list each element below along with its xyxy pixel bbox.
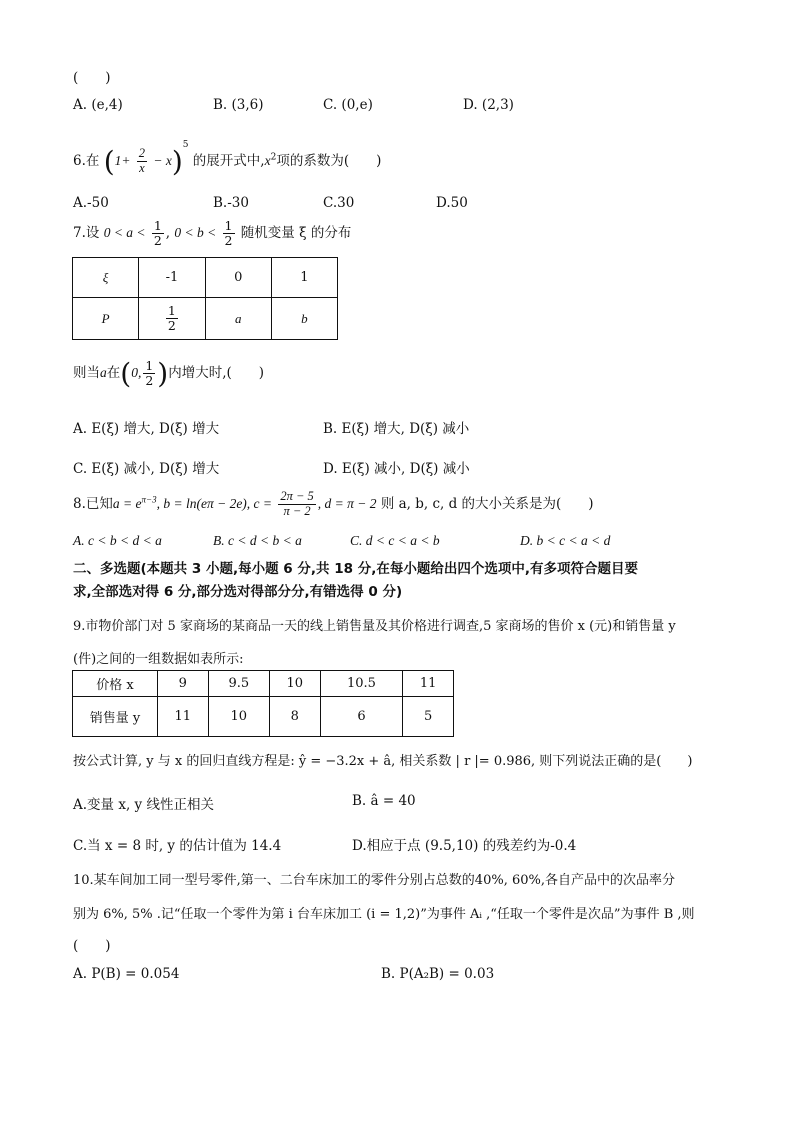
q8-a-exp: π−3 — [141, 494, 157, 505]
q7-sep: , — [165, 224, 171, 241]
q8-suffix: 则 a, b, c, d 的大小关系是为( ) — [380, 495, 594, 512]
q8-prefix: 8.已知 — [73, 495, 113, 512]
q7-stem2-in: 在 — [106, 365, 121, 381]
q9-option-d: D.相应于点 (9.5,10) 的残差约为-0.4 — [352, 838, 577, 854]
q8-d-def: , d = π − 2 — [317, 495, 377, 511]
q7-cell-1: 1 — [271, 258, 337, 298]
q7-suffix: 随机变量 ξ 的分布 — [240, 224, 352, 241]
q8-option-d: D. b < c < a < d — [520, 533, 611, 548]
q5-option-b: B. (3,6) — [213, 97, 264, 113]
q6-option-a: A.-50 — [73, 195, 109, 211]
q7-stem2-suffix: 内增大时,( ) — [168, 365, 265, 381]
q9-option-b: B. â = 40 — [352, 793, 416, 809]
q7-stem2: 则当a在(0, $\frac{1}{2}$ )内增大时,( ) — [73, 357, 265, 390]
q8-option-a: A. c < b < d < a — [73, 533, 162, 548]
q9-row-sales: 销售量 y — [73, 697, 158, 737]
q9-option-c: C.当 x = 8 时, y 的估计值为 14.4 — [73, 838, 282, 854]
q7-cell-0: 0 — [205, 258, 271, 298]
q5-option-c: C. (0,e) — [323, 97, 373, 113]
q8-a-def: a = e — [112, 495, 142, 511]
q6-expr-tail: − x — [153, 153, 172, 168]
q10-option-b: B. P(A₂B) = 0.03 — [381, 966, 495, 982]
q6-option-b: B.-30 — [213, 195, 249, 211]
q9-header-11: 11 — [403, 671, 454, 697]
q9-sales-3: 8 — [269, 697, 320, 737]
q7-half-1: $\frac{1}{2}$ — [153, 218, 162, 248]
q7-half-2: $\frac{1}{2}$ — [224, 218, 233, 248]
q6-option-d: D.50 — [436, 195, 468, 211]
q7-cell-half: $\frac{1}{2}$ — [139, 298, 206, 340]
q6-prefix: 6.在 — [73, 153, 100, 169]
q7-stem2-var: a — [100, 365, 107, 380]
section2-heading-line1: 二、多选题(本题共 3 小题,每小题 6 分,共 18 分,在每小题给出四个选项中,有多项符合题目要 — [73, 561, 638, 577]
q9-stem-line2: (件)之间的一组数据如表所示: — [73, 652, 244, 667]
q6-suffix: 项的系数为( ) — [276, 153, 382, 169]
q6-option-c: C.30 — [323, 195, 355, 211]
q7-option-a: A. E(ξ) 增大, D(ξ) 增大 — [73, 421, 220, 437]
q7-option-d: D. E(ξ) 减小, D(ξ) 减小 — [323, 461, 470, 477]
q6-expr-one: 1+ — [114, 153, 131, 168]
q6-stem: 6.在 (1+ $\frac{2}{x}$ − x)$^5$ 的展开式中$,x^2$项的系数为( ) — [73, 140, 382, 178]
q9-header-10: 10 — [269, 671, 320, 697]
q9-header-10-5: 10.5 — [320, 671, 403, 697]
q7-cell-a: a — [205, 298, 271, 340]
q8-b-def: , b = ln(eπ − 2e), c = — [156, 495, 273, 511]
q10-answer-paren: ( ) — [73, 938, 111, 954]
q9-header-9: 9 — [158, 671, 209, 697]
q7-stem — [73, 219, 351, 248]
q9-sales-1: 11 — [158, 697, 209, 737]
q10-stem-line2: 别为 6%, 5% .记“任取一个零件为第 i 台车床加工 (i = 1,2)”为事件 Aᵢ ,“任取一个零件是次品”为事件 B ,则 — [73, 907, 695, 922]
q7-cell-b: b — [271, 298, 337, 340]
q7-stem2-prefix: 则当 — [73, 365, 100, 381]
q6-term-power: 2 — [270, 152, 277, 163]
q6-fraction: $\frac{2}{x}$ — [138, 146, 146, 175]
q8-stem — [73, 490, 594, 519]
q5-option-a: A. (e,4) — [73, 97, 123, 113]
q7-cell-xi: ξ — [73, 258, 139, 298]
q7-distribution-table — [72, 257, 338, 340]
q10-stem-line1: 10.某车间加工同一型号零件,第一、二台车床加工的零件分别占总数的40%, 60%,各自产品中的次品率分 — [73, 873, 675, 888]
section2-heading-line2: 求,全部选对得 6 分,部分选对得部分分,有错选得 0 分) — [73, 584, 403, 600]
q8-option-c: C. d < c < a < b — [350, 533, 440, 548]
q7-cell-p: P — [73, 298, 139, 340]
q7-prefix: 7.设 — [73, 224, 100, 241]
q5-answer-paren: ( ) — [73, 70, 111, 86]
q7-option-b: B. E(ξ) 增大, D(ξ) 减小 — [323, 421, 470, 437]
q7-cond1: 0 < a < — [103, 224, 146, 240]
q8-c-frac: $\frac{2\pi - 5}{\pi - 2}$ — [280, 489, 314, 518]
q5-option-d: D. (2,3) — [463, 97, 514, 113]
q9-sales-2: 10 — [208, 697, 269, 737]
q7-interval-open: 0, — [131, 365, 142, 380]
q6-middle: 的展开式中, — [192, 153, 265, 169]
q6-power: 5 — [182, 140, 189, 150]
q9-option-a: A.变量 x, y 线性正相关 — [73, 797, 214, 813]
q9-sales-5: 5 — [403, 697, 454, 737]
q9-header-9-5: 9.5 — [208, 671, 269, 697]
q9-header-price: 价格 x — [73, 671, 158, 697]
q7-cell-neg1: -1 — [139, 258, 206, 298]
q9-data-table — [72, 670, 454, 737]
q8-option-b: B. c < d < b < a — [213, 533, 302, 548]
q10-option-a: A. P(B) = 0.054 — [73, 966, 180, 982]
q6-term: x — [264, 153, 271, 168]
q7-cond2: 0 < b < — [174, 224, 217, 240]
q9-sales-4: 6 — [320, 697, 403, 737]
q9-stem-line1: 9.市物价部门对 5 家商场的某商品一天的线上销售量及其价格进行调查,5 家商场的售价 x (元)和销售量 y — [73, 619, 676, 634]
q9-question: 按公式计算, y 与 x 的回归直线方程是: ŷ = −3.2x + â, 相关系数 | r |= 0.986, 则下列说法正确的是( ) — [73, 754, 693, 769]
q7-option-c: C. E(ξ) 减小, D(ξ) 增大 — [73, 461, 220, 477]
